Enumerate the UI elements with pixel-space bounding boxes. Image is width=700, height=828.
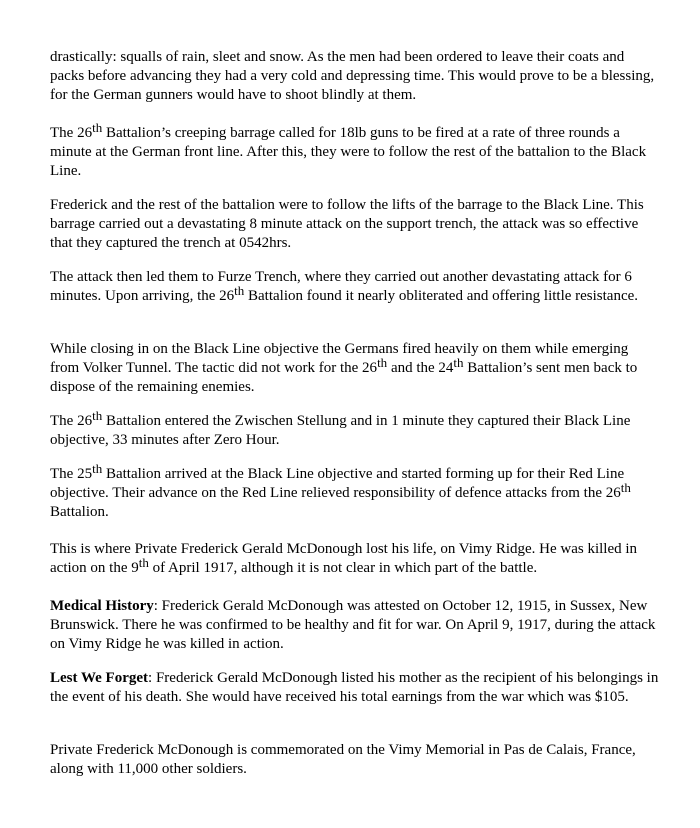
paragraph-text: Battalion found it nearly obliterated and offering little resistance. — [244, 288, 639, 304]
ordinal-suffix: th — [92, 461, 103, 476]
paragraph-text: Battalion arrived at the Black Line objective and started forming up for their Red Line objective. Their advance on the Red Line relieved responsibility of defence attacks from the 26 — [50, 466, 625, 501]
paragraph-text: Frederick and the rest of the battalion were to follow the lifts of the barrage to the Black Line. This barrage carried out a devastating 8 minute attack on the support trench, the attack was so effective that they captured the trench at 0542hrs. — [50, 197, 644, 251]
ordinal-suffix: th — [234, 283, 245, 298]
paragraph-text: : Frederick Gerald McDonough was attested on October 12, 1915, in Sussex, New Brunswick. There he was confirmed to be healthy and fit for war. On April 9, 1917, during the attack on Vimy Ridge he was killed in action. — [50, 598, 656, 652]
ordinal-suffix: th — [377, 355, 388, 370]
paragraph-text: and the 24 — [387, 360, 454, 376]
paragraph-text: Battalion. — [50, 504, 109, 520]
ordinal-suffix: th — [453, 355, 464, 370]
paragraph-creeping-barrage — [50, 120, 660, 181]
paragraph-text: Battalion’s sent men back to dispose of the remaining enemies. — [50, 360, 638, 395]
ordinal-suffix: th — [620, 480, 631, 495]
paragraph-red-line — [50, 461, 660, 522]
paragraph-death — [50, 540, 660, 578]
paragraph-text: While closing in on the Black Line objective the Germans fired heavily on them while emerging from Volker Tunnel. The tactic did not work for the 26 — [50, 341, 629, 376]
paragraph-barrage-lifts — [50, 196, 660, 253]
paragraph-zwischen-stellung — [50, 408, 660, 450]
paragraph-lest-we-forget — [50, 669, 660, 707]
paragraph-text: Battalion entered the Zwischen Stellung and in 1 minute they captured their Black Line objective, 33 minutes after Zero Hour. — [50, 413, 631, 448]
paragraph-text: of April 1917, although it is not clear in which part of the battle. — [148, 560, 538, 576]
paragraph-text: The 25 — [50, 466, 93, 482]
paragraph-text: drastically: squalls of rain, sleet and snow. As the men had been ordered to leave their coats and packs before advancing they had a very cold and depressing time. This would prove to be a blessing, for the German gunners would have to shoot blindly at them. — [50, 49, 655, 103]
paragraph-memorial — [50, 741, 660, 779]
paragraph-text: The 26 — [50, 413, 93, 429]
ordinal-suffix: th — [138, 555, 149, 570]
paragraph-text: : Frederick Gerald McDonough listed his mother as the recipient of his belongings in the event of his death. She would have received his total earnings from the war which was $105. — [50, 670, 659, 705]
paragraph-text: Battalion’s creeping barrage called for 18lb guns to be fired at a rate of three rounds a minute at the German front line. After this, they were to follow the rest of the battalion to the Black Line. — [50, 125, 647, 179]
paragraph-furze-trench — [50, 268, 660, 306]
paragraph-volker-tunnel — [50, 340, 660, 397]
paragraph-medical-history — [50, 597, 660, 654]
paragraph-text: The attack then led them to Furze Trench, where they carried out another devastating attack for 6 minutes. Upon arriving, the 26 — [50, 269, 632, 304]
section-label: Lest We Forget — [50, 670, 149, 686]
paragraph-weather — [50, 48, 660, 105]
ordinal-suffix: th — [92, 408, 103, 423]
section-label: Medical History — [50, 598, 154, 614]
paragraph-text: This is where Private Frederick Gerald McDonough lost his life, on Vimy Ridge. He was killed in action on the 9 — [50, 541, 638, 576]
paragraph-text: Private Frederick McDonough is commemorated on the Vimy Memorial in Pas de Calais, France, along with 11,000 other soldiers. — [50, 742, 636, 777]
ordinal-suffix: th — [92, 120, 103, 135]
paragraph-text: The 26 — [50, 125, 93, 141]
